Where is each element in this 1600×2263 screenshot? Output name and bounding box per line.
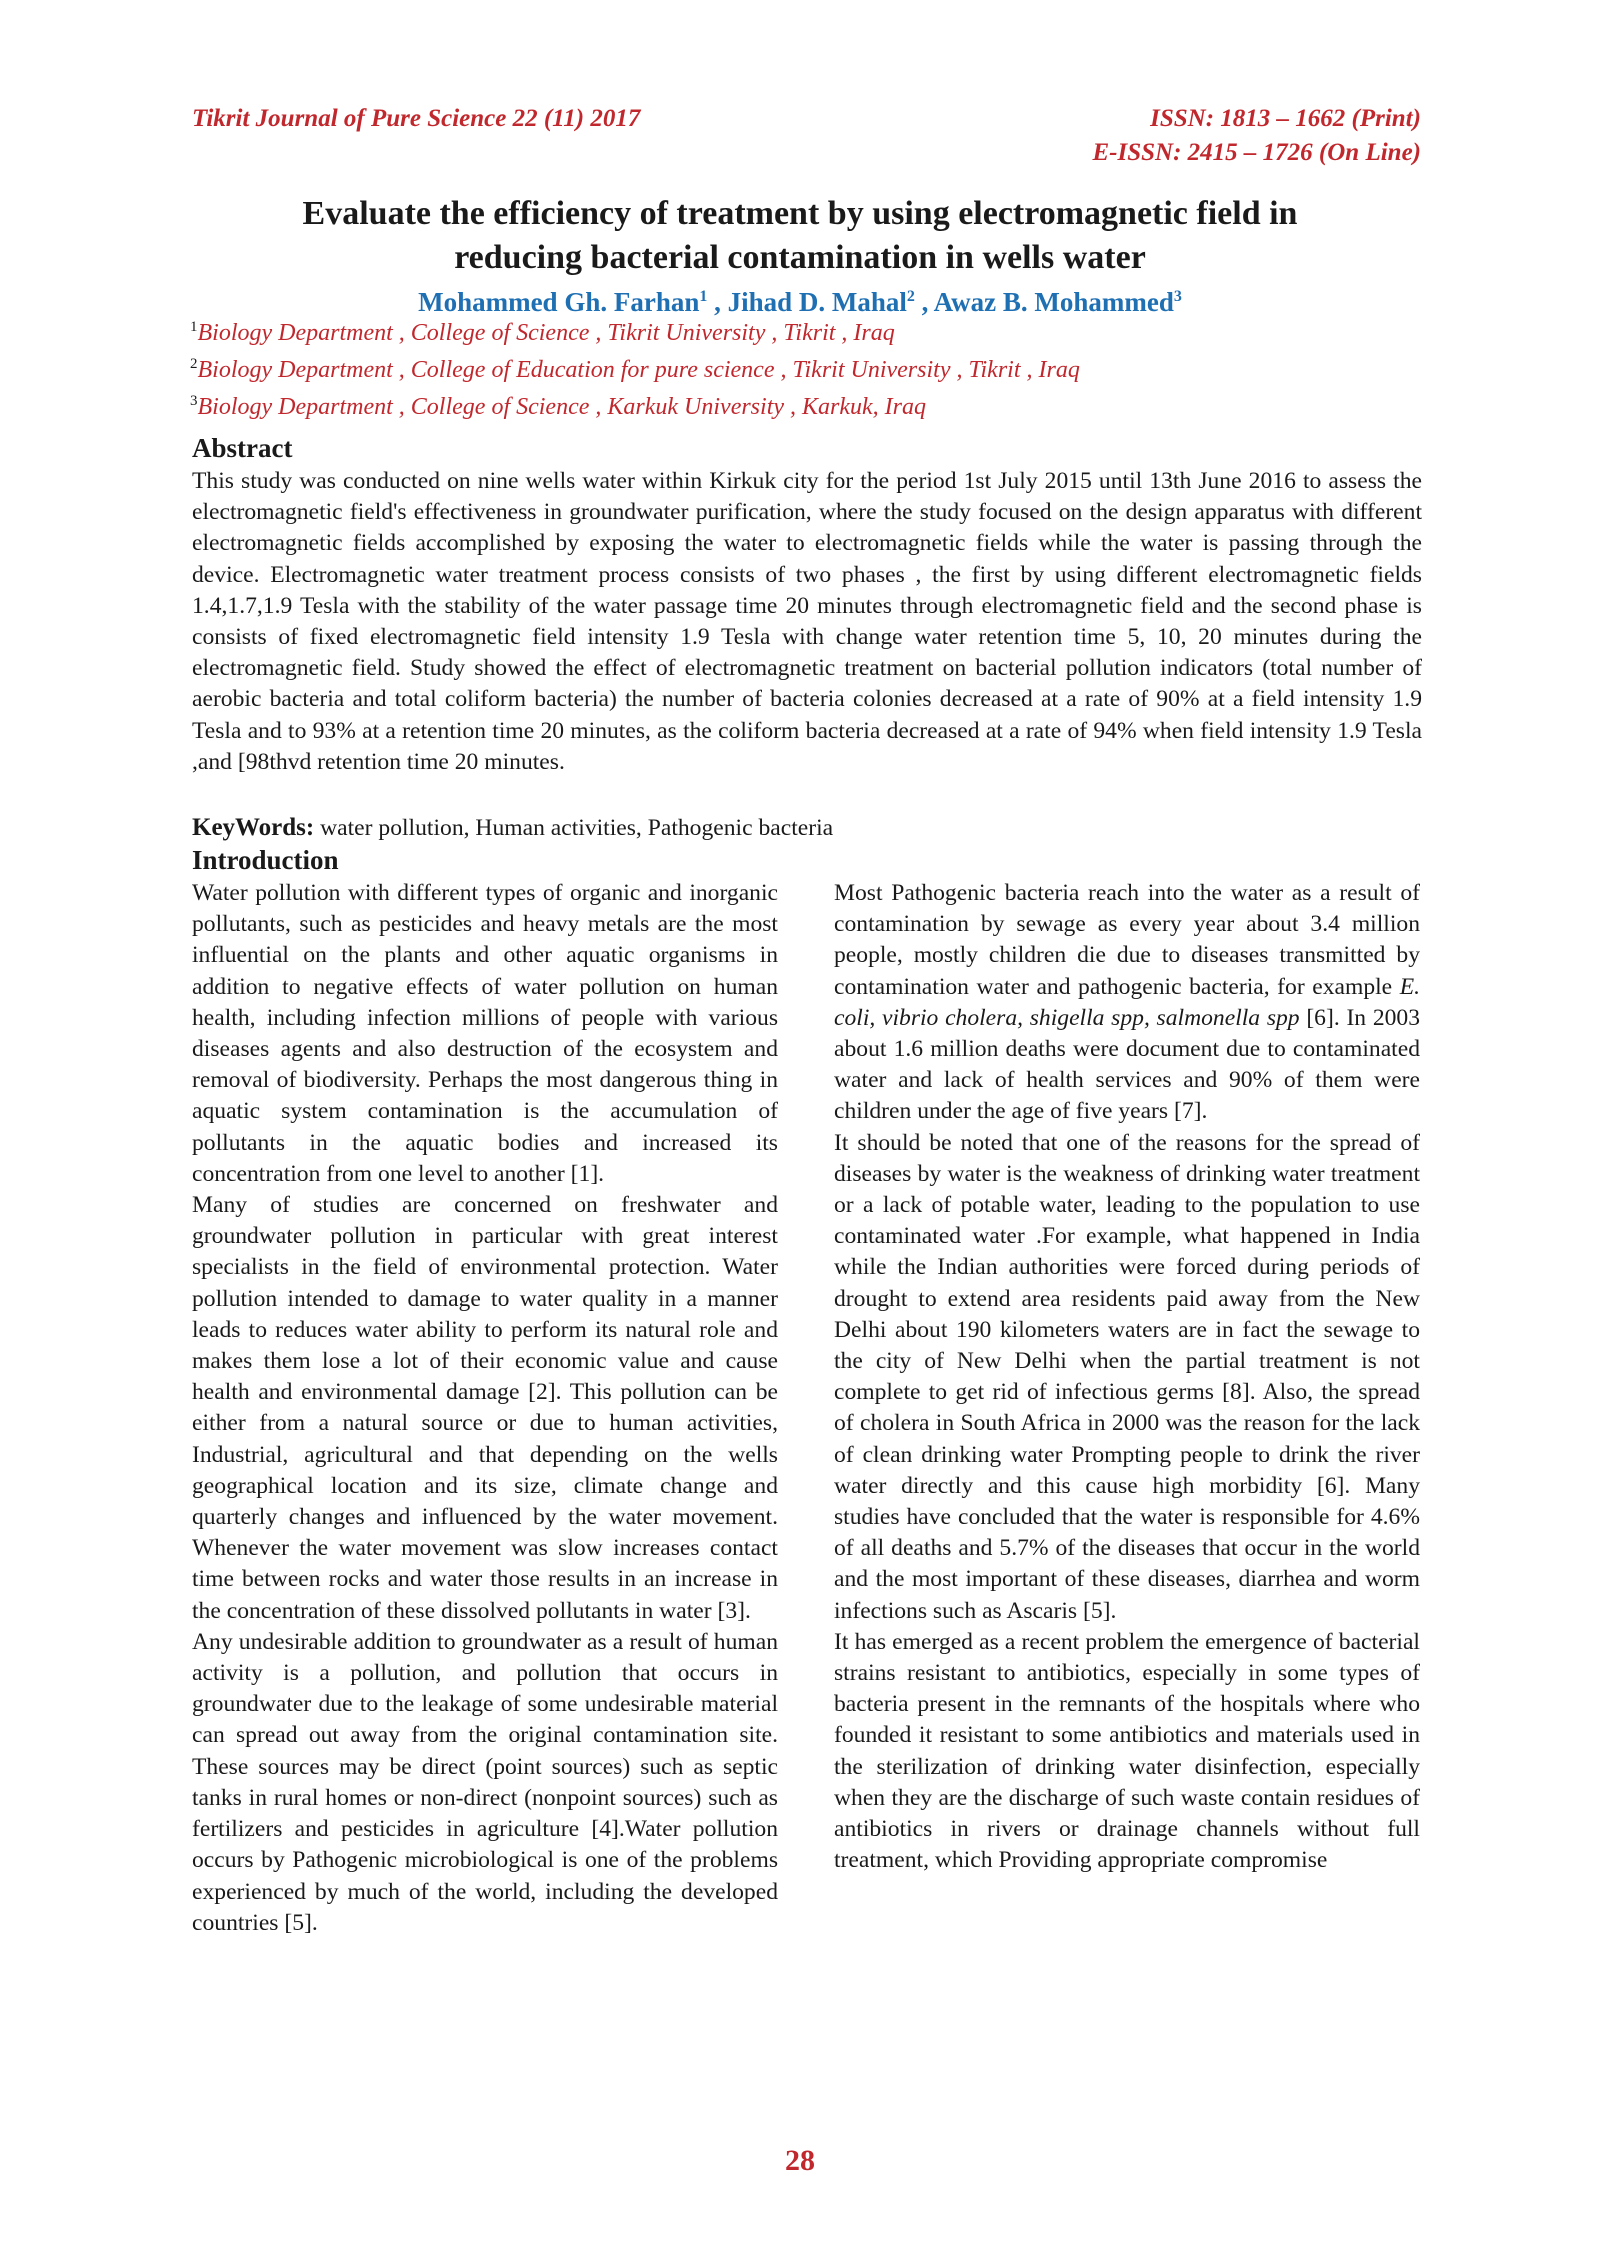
abstract-heading: Abstract xyxy=(192,433,293,463)
paper-title xyxy=(150,192,1450,280)
issn-header xyxy=(1093,102,1422,170)
keywords-text: water pollution, Human activities, Pathogenic bacteria xyxy=(314,815,834,841)
page-number: 28 xyxy=(785,2144,815,2177)
paragraph xyxy=(834,878,1420,1128)
paragraph: It has emerged as a recent problem the emergence of bacterial strains resistant to antibiotics, especially in some types of bacteria present in the remnants of the hospitals where who founded it resistant to some antibiotics and materials used in the sterilization of drinking water disinfection, especially when they are the discharge of such waste contain residues of antibiotics in rivers or drainage channels without full treatment, which Providing appropriate compromise xyxy=(834,1628,1420,1874)
paragraph: It should be noted that one of the reasons for the spread of diseases by water is the weakness of drinking water treatment or a lack of potable water, leading to the population to use contaminated water .For example, what happened in India while the Indian authorities were forced during periods of drought to extend area residents paid away from the New Delhi about 190 kilometers waters are in fact the sewage to the city of New Delhi when the partial treatment is not complete to get rid of infectious germs [8]. Also, the spread of cholera in South Africa in 2000 was the reason for the lack of clean drinking water Prompting people to drink the river water directly and this cause high morbidity [6]. Many studies have concluded that the water is responsible for 4.6% of all deaths and 5.7% of the diseases that occur in the world and the most important of these diseases, diarrhea and worm infections such as Ascaris [5]. xyxy=(834,1129,1420,1624)
affiliation-list xyxy=(190,312,1420,423)
author-sup: 3 xyxy=(1173,288,1182,305)
title-line-2: reducing bacterial contamination in wells water xyxy=(454,239,1146,276)
affiliation xyxy=(190,386,1420,423)
affiliation-sup: 3 xyxy=(190,393,198,409)
abstract-text: This study was conducted on nine wells water within Kirkuk city for the period 1st July 2015 until 13th June 2016 to assess the electromagnetic field's effectiveness in groundwater purification, where the study focused on the design apparatus with different electromagnetic fields accomplished by exposing the water to electromagnetic fields while the water is passing through the device. Electromagnetic water treatment process consists of two phases , the first by using different electromagnetic fields 1.4,1.7,1.9 Tesla with the stability of the water passage time 20 minutes through electromagnetic field and the second phase is consists of fixed electromagnetic field intensity 1.9 Tesla with change water retention time 5, 10, 20 minutes during the electromagnetic field. Study showed the effect of electromagnetic treatment on bacterial pollution indicators (total number of aerobic bacteria and total coliform bacteria) the number of bacteria colonies decreased at a rate of 90% at a field intensity 1.9 Tesla and to 93% at a retention time 20 minutes, as the coliform bacteria decreased at a rate of 94% when field intensity 1.9 Tesla ,and [98thvd retention time 20 minutes. xyxy=(192,468,1422,775)
issn-print: ISSN: 1813 – 1662 (Print) xyxy=(1150,105,1421,132)
paragraph-text: [6]. In 2003 about 1.6 million deaths were document due to contaminated water and lack of health services and 90% of them were children under the age of five years [7]. xyxy=(834,1004,1421,1125)
author-separator: , xyxy=(921,287,929,317)
issn-online: E-ISSN: 2415 – 1726 (On Line) xyxy=(1092,139,1421,166)
paragraph: Water pollution with different types of organic and inorganic pollutants, such as pesticides and heavy metals are the most influential on the plants and other aquatic organisms in addition to negative effects of water pollution on human health, including infection millions of people with various diseases agents and also destruction of the ecosystem and removal of biodiversity. Perhaps the most dangerous thing in aquatic system contamination is the accumulation of pollutants in the aquatic bodies and increased its concentration from one level to another [1]. xyxy=(192,880,778,1187)
paragraph-text: Most Pathogenic bacteria reach into the water as a result of contamination by sewage as every year about 3.4 million people, mostly children die due to diseases transmitted by contamination water and pathogenic bacteria, for example xyxy=(834,880,1420,1000)
keywords xyxy=(192,812,1422,844)
affiliation xyxy=(190,312,1420,349)
affiliation-text: Biology Department , College of Science , Tikrit University , Tikrit , Iraq xyxy=(197,320,895,346)
title-line-1: Evaluate the efficiency of treatment by using electromagnetic field in xyxy=(302,195,1298,232)
author-sup: 2 xyxy=(906,288,915,305)
right-column xyxy=(834,878,1420,1877)
introduction-heading: Introduction xyxy=(192,845,339,875)
keywords-label: KeyWords: xyxy=(192,814,315,841)
left-column xyxy=(192,878,778,1939)
author-name: Jihad D. Mahal xyxy=(727,287,907,317)
affiliation-sup: 1 xyxy=(190,319,198,335)
author-sup: 1 xyxy=(699,288,708,305)
author-separator: , xyxy=(714,287,721,317)
paragraph: Any undesirable addition to groundwater as a result of human activity is a pollution, and pollution that occurs in groundwater due to the leakage of some undesirable material can spread out away from the original contamination site. These sources may be direct (point sources) such as septic tanks in rural homes or non-direct (nonpoint sources) such as fertilizers and pesticides in agriculture [4].Water pollution occurs by Pathogenic microbiological is one of the problems experienced by much of the world, including the developed countries [5]. xyxy=(192,1628,778,1936)
author-name: Mohammed Gh. Farhan xyxy=(418,287,700,317)
affiliation-text: Biology Department , College of Science , Karkuk University , Karkuk, Iraq xyxy=(197,394,926,420)
author-name: Awaz B. Mohammed xyxy=(933,287,1174,317)
journal-header: Tikrit Journal of Pure Science 22 (11) 2017 xyxy=(192,105,641,132)
affiliation xyxy=(190,349,1420,386)
species-names: E. coli, vibrio cholera, shigella spp, salmonella spp xyxy=(834,973,1420,1031)
affiliation-sup: 2 xyxy=(190,356,198,372)
paragraph: Many of studies are concerned on freshwater and groundwater pollution in particular with great interest specialists in the field of environmental protection. Water pollution intended to damage to water quality in a manner leads to reduces water ability to perform its natural role and makes them lose a lot of their economic value and cause health and environmental damage [2]. This pollution can be either from a natural source or due to human activities, Industrial, agricultural and that depending on the wells geographical location and its size, climate change and quarterly changes and influenced by the water movement. Whenever the water movement was slow increases contact time between rocks and water those results in an increase in the concentration of these dissolved pollutants in water [3]. xyxy=(192,1192,778,1624)
affiliation-text: Biology Department , College of Education for pure science , Tikrit University , Tikrit , Iraq xyxy=(197,357,1080,383)
